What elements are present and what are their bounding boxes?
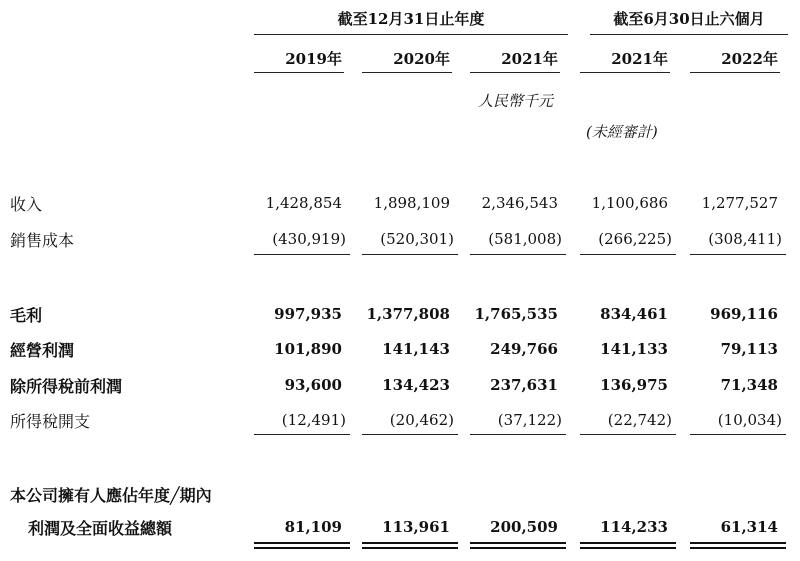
year-2021: 2021年 (501, 50, 558, 68)
subtotal-rule (362, 254, 458, 255)
cell: 71,348 (720, 376, 778, 394)
total-double-rule (580, 547, 676, 549)
total-double-rule (470, 542, 566, 544)
currency-unit: 人民幣千元 (478, 92, 554, 110)
unaudited-note: (未經審計) (586, 123, 658, 141)
subtotal-rule (470, 254, 566, 255)
subtotal-rule (690, 434, 786, 435)
cell: 93,600 (284, 376, 342, 394)
header-six-months: 截至6月30日止六個月 (613, 10, 765, 28)
cell: 200,509 (490, 518, 558, 536)
cell: 834,461 (600, 305, 668, 323)
cell: (37,122) (497, 411, 562, 429)
year-underline (690, 72, 780, 73)
cell: 113,961 (382, 518, 450, 536)
cell: 1,898,109 (373, 194, 450, 212)
cell: (308,411) (708, 230, 782, 248)
cell: 101,890 (274, 340, 342, 358)
cell: 969,116 (710, 305, 778, 323)
cell: 134,423 (382, 376, 450, 394)
year-2021-h1: 2021年 (611, 50, 668, 68)
total-double-rule (254, 542, 350, 544)
cell: 136,975 (600, 376, 668, 394)
cell: 1,765,535 (474, 305, 558, 323)
cell: 2,346,543 (481, 194, 558, 212)
cell: 79,113 (720, 340, 778, 358)
year-underline (254, 72, 344, 73)
row-label-gross-profit: 毛利 (10, 306, 43, 325)
year-underline (362, 72, 452, 73)
cell: (520,301) (380, 230, 454, 248)
row-label-revenue: 收入 (10, 195, 43, 214)
row-label-profit-before-tax: 除所得稅前利潤 (10, 377, 123, 396)
cell: 81,109 (284, 518, 342, 536)
cell: (581,008) (488, 230, 562, 248)
cell: 997,935 (274, 305, 342, 323)
header-rule-2 (590, 34, 788, 35)
cell: 114,233 (600, 518, 668, 536)
cell: (22,742) (607, 411, 672, 429)
total-double-rule (362, 547, 458, 549)
subtotal-rule (362, 434, 458, 435)
subtotal-rule (254, 434, 350, 435)
total-double-rule (362, 542, 458, 544)
cell: 141,133 (600, 340, 668, 358)
total-double-rule (690, 547, 786, 549)
cell: 141,143 (382, 340, 450, 358)
cell: (10,034) (717, 411, 782, 429)
subtotal-rule (470, 434, 566, 435)
subtotal-rule (690, 254, 786, 255)
header-year-ended: 截至12月31日止年度 (337, 10, 485, 28)
subtotal-rule (580, 434, 676, 435)
total-double-rule (470, 547, 566, 549)
cell: 249,766 (490, 340, 558, 358)
cell: 237,631 (490, 376, 558, 394)
row-label-operating-profit: 經營利潤 (10, 341, 75, 360)
subtotal-rule (580, 254, 676, 255)
row-label-cost-of-sales: 銷售成本 (10, 231, 75, 250)
year-2020: 2020年 (393, 50, 450, 68)
cell: 1,277,527 (701, 194, 778, 212)
cell: (12,491) (281, 411, 346, 429)
total-double-rule (690, 542, 786, 544)
total-double-rule (580, 542, 676, 544)
cell: 1,428,854 (265, 194, 342, 212)
cell: (20,462) (389, 411, 454, 429)
row-label-income-tax: 所得稅開支 (10, 412, 91, 431)
year-2019: 2019年 (285, 50, 342, 68)
cell: (266,225) (598, 230, 672, 248)
subtotal-rule (254, 254, 350, 255)
cell: 1,100,686 (591, 194, 668, 212)
row-label-attributable: 本公司擁有人應佔年度╱期內 (10, 486, 212, 505)
cell: 1,377,808 (366, 305, 450, 323)
cell: 61,314 (720, 518, 778, 536)
total-double-rule (254, 547, 350, 549)
year-underline (580, 72, 670, 73)
year-underline (470, 72, 560, 73)
header-rule-1 (254, 34, 568, 35)
row-label-total-comprehensive-income: 利潤及全面收益總額 (28, 519, 173, 538)
cell: (430,919) (272, 230, 346, 248)
year-2022-h1: 2022年 (721, 50, 778, 68)
